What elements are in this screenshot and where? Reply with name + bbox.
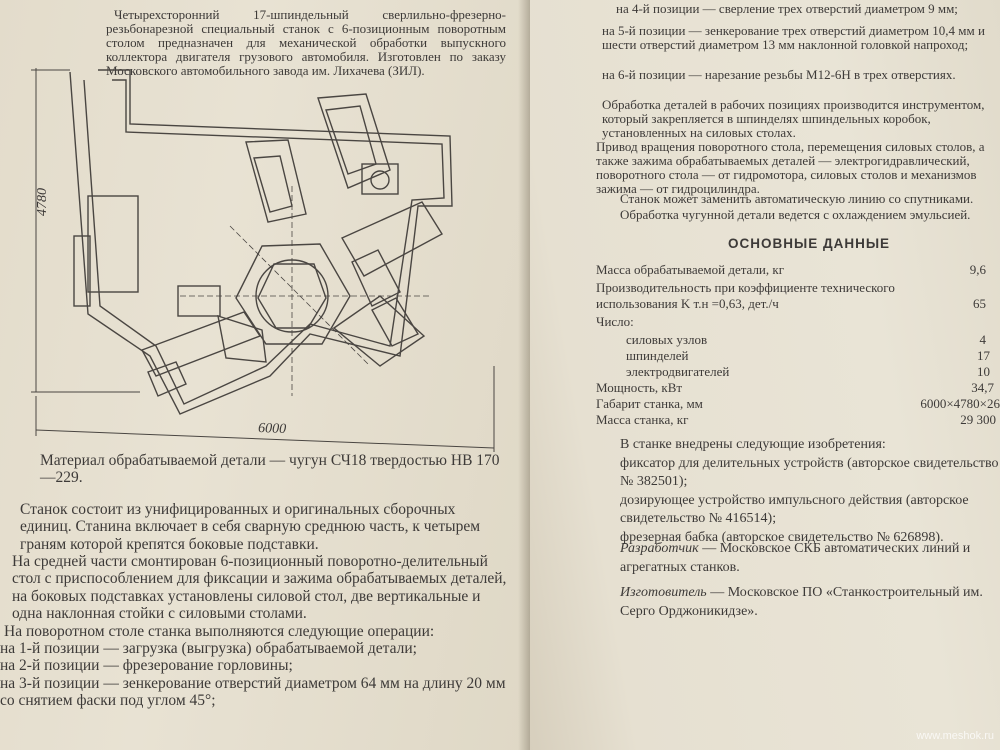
paragraph-cooling: Обработка чугунной детали ведется с охлаждением эмульсией. [620, 207, 971, 222]
spec-row [596, 280, 916, 312]
spec-label: Габарит станка, мм [596, 396, 703, 411]
specs-title: ОСНОВНЫЕ ДАННЫЕ [728, 236, 891, 251]
inventions-section [590, 436, 1000, 547]
spec-value: 10 [977, 364, 990, 379]
spec-value: 65 [973, 296, 986, 311]
spec-label: Число: [596, 314, 634, 329]
operation-6: на 6-й позиции — нарезание резьбы М12-6Н в трех отверстиях. [602, 67, 956, 82]
paragraph-structure: Станок состоит из унифицированных и оригинальных сборочных единиц. Станина включает в себя сварную среднюю часть, к четырем граням которой крепятся боковые подставки. [20, 500, 481, 553]
invention-item: фиксатор для делительных устройств (авторское свидетельство № 382501); [620, 455, 999, 489]
dimension-height: 4780 [35, 188, 50, 216]
watermark: www.meshok.ru [916, 730, 994, 742]
invention-item: дозирующее устройство импульсного действия (авторское свидетельство № 416514); [620, 492, 969, 526]
invention-item: фрезерная бабка (авторское свидетельство № 626898). [620, 529, 944, 545]
spec-label: Масса обрабатываемой детали, кг [596, 262, 785, 277]
spec-label: электродвигателей [626, 364, 730, 379]
operation-3: на 3-й позиции — зенкерование отверстий диаметром 64 мм на длину 20 мм со снятием фаски под углом 45°; [0, 674, 506, 710]
operation-1: на 1-й позиции — загрузка (выгрузка) обрабатываемой детали; [0, 640, 417, 658]
right-page [530, 0, 1000, 750]
paragraph-tooling: Обработка деталей в рабочих позициях производится инструментом, который закрепляется в шпинделях шпиндельных коробок, установленных на силовых столах. [602, 97, 985, 140]
operation-5: на 5-й позиции — зенкерование трех отверстий диаметром 10,4 мм и шести отверстий диаметром 13 мм наклонной головкой напроход; [602, 23, 985, 52]
maker-text: — Московское ПО «Станкостроительный им. Серго Орджоникидзе». [620, 585, 983, 619]
maker-credit [590, 584, 1000, 621]
paragraph-drive: Привод вращения поворотного стола, перемещения силовых столов, а также зажима обрабатываемых деталей — электрогидравлический, поворотного стола — от гидромотора, силовых столов и механизмов зажима — от гидроцилиндра. [596, 139, 985, 196]
paragraph-table: На средней части смонтирован 6-позиционный поворотно-делительный стол с приспособлением для фиксации и зажима обрабатываемых деталей, на боковых подставках установлены силовой стол, две вертикальные и одна наклонная стойки с силовыми столами. [12, 553, 507, 623]
developer-credit [590, 540, 1000, 577]
paragraph-material: Материал обрабатываемой детали — чугун СЧ18 твердостью НВ 170—229. [40, 452, 500, 487]
operation-2: на 2-й позиции — фрезерование горловины; [0, 657, 293, 675]
inventions-intro: В станке внедрены следующие изобретения: [620, 437, 886, 452]
dimension-width: 6000 [257, 421, 287, 437]
spec-label: шпинделей [626, 348, 689, 363]
paragraph-replace: Станок может заменить автоматическую линию со спутниками. [620, 191, 974, 206]
caption-text: Четырехсторонний 17-шпиндельный сверлильно-фрезерно-резьбонарезной специальный станок с 6-позиционным поворотным столом предназначен для механической обработки выпускного коллектора двигателя грузового автомобиля. Изготовлен по заказу Московского автомобильного завода им. Лихачева (ЗИЛ). [106, 7, 506, 78]
spec-label: силовых узлов [626, 332, 708, 347]
spec-value: 34,7 [971, 380, 994, 395]
spec-label: Масса станка, кг [596, 412, 689, 427]
spec-value: 9,6 [969, 262, 986, 277]
machine-layout-drawing [30, 66, 510, 454]
spec-value: 17 [977, 348, 990, 363]
operation-4: на 4-й позиции — сверление трех отверстий диаметром 9 мм; [616, 1, 958, 16]
spec-label: Мощность, кВт [596, 380, 683, 395]
paragraph-operations: На поворотном столе станка выполняются следующие операции: [4, 622, 435, 640]
spec-label: Производительность при коэффициенте технического использования K т.н =0,63, дет./ч [596, 280, 895, 311]
left-body-text [0, 452, 510, 710]
maker-label: Изготовитель [620, 585, 707, 600]
developer-label: Разработчик [620, 541, 699, 556]
spec-value: 29 300 [960, 412, 996, 427]
spec-value: 4 [979, 332, 986, 347]
developer-text: — Московское СКБ автоматических линий и агрегатных станков. [620, 541, 971, 575]
spec-value: 6000×4780×26 [920, 396, 1000, 411]
